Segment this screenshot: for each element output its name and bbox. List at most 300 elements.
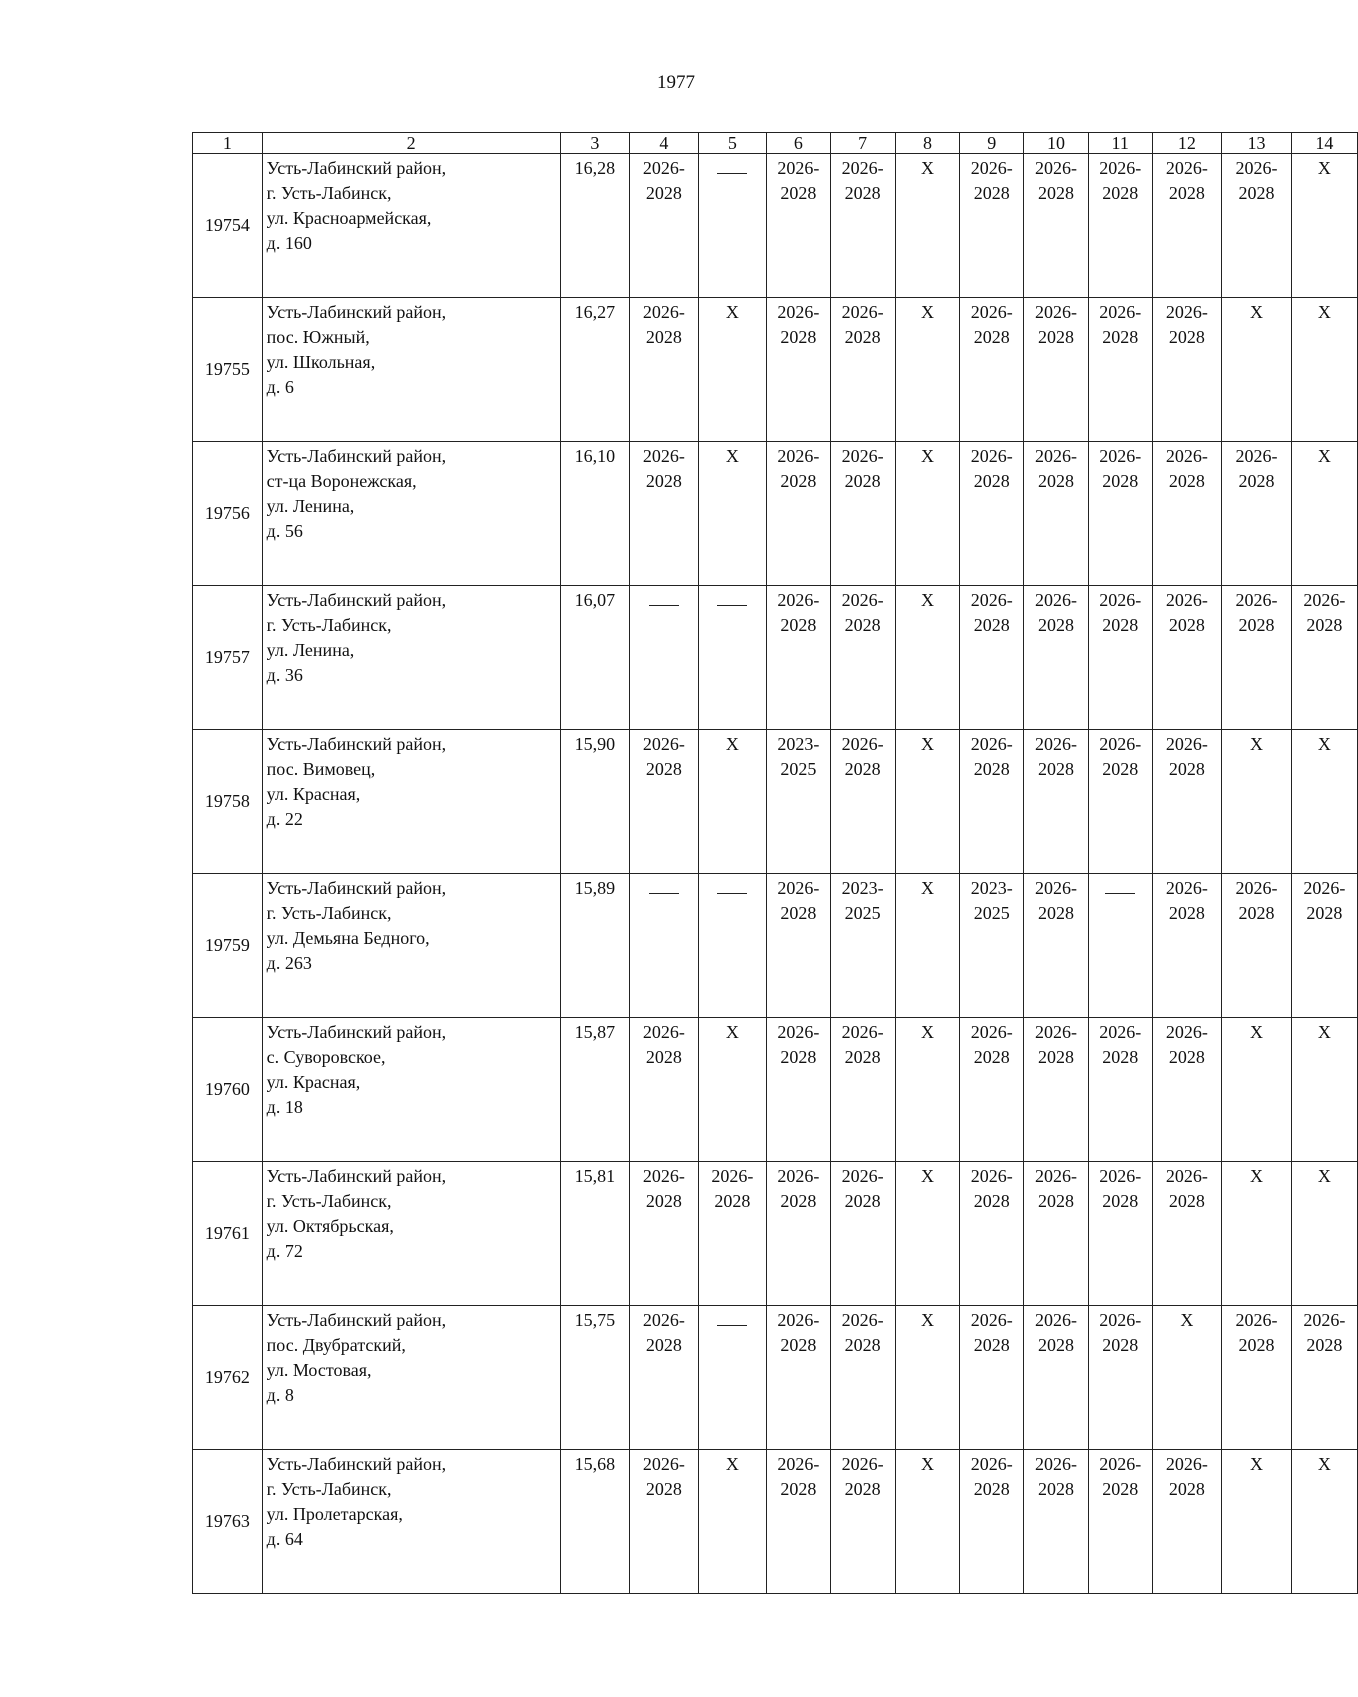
address-line: ул. Демьяна Бедного, xyxy=(266,928,430,948)
cell-text: 2026- xyxy=(841,446,884,466)
cell-text: 2026- xyxy=(841,590,884,610)
cell-text: 2026- xyxy=(1165,446,1208,466)
address-line: д. 22 xyxy=(266,809,303,829)
period-cell xyxy=(1152,154,1222,298)
cell-text: 2026- xyxy=(841,1022,884,1042)
period-cell xyxy=(830,154,895,298)
column-header: 5 xyxy=(698,133,766,154)
cell-text: 2026- xyxy=(1165,1166,1208,1186)
cell-text: 2026- xyxy=(970,158,1013,178)
cell-text: 2026- xyxy=(1034,446,1077,466)
row-number: 19754 xyxy=(193,154,263,298)
period-cell xyxy=(630,1306,698,1450)
cell-text: 2028 xyxy=(1168,759,1205,779)
period-cell xyxy=(1222,586,1292,730)
cell-text: 2028 xyxy=(1037,615,1074,635)
period-cell xyxy=(630,154,698,298)
cell-text: 2026- xyxy=(970,1166,1013,1186)
period-cell xyxy=(698,1450,766,1594)
period-cell xyxy=(1024,730,1089,874)
cell-text: 2026- xyxy=(841,1454,884,1474)
period-cell xyxy=(1088,442,1152,586)
period-cell xyxy=(1152,730,1222,874)
cell-text: X xyxy=(725,302,739,322)
cell-text: 2028 xyxy=(844,183,881,203)
period-cell xyxy=(698,1306,766,1450)
period-cell xyxy=(960,730,1024,874)
period-cell xyxy=(895,1306,960,1450)
period-cell xyxy=(630,586,698,730)
cell-text: 2026- xyxy=(1235,590,1278,610)
period-cell xyxy=(960,1450,1024,1594)
period-cell xyxy=(1024,154,1089,298)
address-line: Усть-Лабинский район, xyxy=(266,1166,447,1186)
period-cell xyxy=(767,298,831,442)
address-line: Усть-Лабинский район, xyxy=(266,734,447,754)
cell-text: 2028 xyxy=(1168,1479,1205,1499)
cell-text: 2026- xyxy=(841,1310,884,1330)
period-cell xyxy=(1088,154,1152,298)
period-cell xyxy=(960,1018,1024,1162)
period-cell xyxy=(830,586,895,730)
period-cell xyxy=(630,442,698,586)
period-cell xyxy=(1024,874,1089,1018)
period-cell xyxy=(830,1450,895,1594)
cell-text: 2028 xyxy=(973,615,1010,635)
column-header: 7 xyxy=(830,133,895,154)
period-cell xyxy=(960,298,1024,442)
registry-table xyxy=(192,132,1358,1594)
area-cell: 15,81 xyxy=(560,1162,630,1306)
cell-text: 2028 xyxy=(780,615,817,635)
cell-text: 2026- xyxy=(777,590,820,610)
period-cell xyxy=(1291,1018,1357,1162)
cell-text: 2023- xyxy=(970,878,1013,898)
period-cell xyxy=(698,1162,766,1306)
address-line: пос. Вимовец, xyxy=(266,759,376,779)
period-cell xyxy=(830,298,895,442)
cell-text: 2026- xyxy=(1099,1454,1142,1474)
cell-text: 2026- xyxy=(1099,1022,1142,1042)
cell-text: 2026- xyxy=(1034,302,1077,322)
cell-text: 2028 xyxy=(1168,1047,1205,1067)
row-number: 19757 xyxy=(193,586,263,730)
period-cell xyxy=(1222,1018,1292,1162)
cell-text: 2028 xyxy=(780,183,817,203)
cell-text: 2028 xyxy=(1102,1191,1139,1211)
column-header: 2 xyxy=(262,133,560,154)
cell-text: 2026- xyxy=(1034,158,1077,178)
address-line: ул. Школьная, xyxy=(266,352,376,372)
address-cell xyxy=(262,1306,560,1450)
period-cell xyxy=(1291,1306,1357,1450)
period-cell xyxy=(895,1450,960,1594)
cell-text: 2026- xyxy=(777,878,820,898)
cell-text: 2026- xyxy=(1235,878,1278,898)
period-cell xyxy=(1152,586,1222,730)
period-cell xyxy=(895,298,960,442)
period-cell xyxy=(1222,1306,1292,1450)
area-cell: 15,90 xyxy=(560,730,630,874)
address-line: пос. Южный, xyxy=(266,327,370,347)
cell-text: 2028 xyxy=(1037,327,1074,347)
cell-text: 2028 xyxy=(1102,615,1139,635)
cell-text: X xyxy=(920,1166,934,1186)
cell-text: 2028 xyxy=(1238,615,1275,635)
cell-text: 2028 xyxy=(1037,1335,1074,1355)
column-header: 3 xyxy=(560,133,630,154)
cell-text: 2028 xyxy=(1168,903,1205,923)
cell-text: 2028 xyxy=(1102,471,1139,491)
cell-text: 2026- xyxy=(642,734,685,754)
cell-text: X xyxy=(1317,1022,1331,1042)
cell-text: X xyxy=(725,1022,739,1042)
cell-text: 2026- xyxy=(777,446,820,466)
cell-text: 2026- xyxy=(777,1166,820,1186)
cell-text: 2026- xyxy=(1034,878,1077,898)
address-line: Усть-Лабинский район, xyxy=(266,1022,447,1042)
cell-text: 2028 xyxy=(780,1335,817,1355)
cell-text: 2026- xyxy=(970,1310,1013,1330)
cell-text: 2028 xyxy=(645,471,682,491)
cell-text: 2026- xyxy=(777,158,820,178)
cell-text: X xyxy=(725,734,739,754)
period-cell xyxy=(895,1162,960,1306)
cell-text: 2026- xyxy=(642,1310,685,1330)
period-cell xyxy=(1152,442,1222,586)
cell-text: X xyxy=(920,734,934,754)
period-cell xyxy=(1024,586,1089,730)
period-cell xyxy=(767,730,831,874)
cell-text: 2028 xyxy=(973,183,1010,203)
column-header: 8 xyxy=(895,133,960,154)
period-cell xyxy=(960,1162,1024,1306)
cell-text: 2025 xyxy=(844,903,881,923)
address-line: д. 18 xyxy=(266,1097,303,1117)
address-line: г. Усть-Лабинск, xyxy=(266,1479,392,1499)
cell-text: 2026- xyxy=(642,302,685,322)
period-cell xyxy=(1222,154,1292,298)
period-cell xyxy=(767,1450,831,1594)
dash-mark xyxy=(717,173,747,174)
dash-mark xyxy=(649,605,679,606)
cell-text: 2028 xyxy=(844,1047,881,1067)
cell-text: 2026- xyxy=(1303,878,1346,898)
table-row xyxy=(193,298,1358,442)
column-header: 12 xyxy=(1152,133,1222,154)
period-cell xyxy=(767,1306,831,1450)
cell-text: 2026- xyxy=(970,590,1013,610)
cell-text: 2028 xyxy=(844,759,881,779)
period-cell xyxy=(1152,1018,1222,1162)
period-cell xyxy=(630,730,698,874)
period-cell xyxy=(1152,1162,1222,1306)
row-number: 19760 xyxy=(193,1018,263,1162)
cell-text: 2026- xyxy=(1235,1310,1278,1330)
address-line: с. Суворовское, xyxy=(266,1047,386,1067)
period-cell xyxy=(767,874,831,1018)
cell-text: 2026- xyxy=(1034,734,1077,754)
address-line: ул. Красная, xyxy=(266,784,361,804)
cell-text: X xyxy=(725,1454,739,1474)
cell-text: 2026- xyxy=(1165,734,1208,754)
cell-text: 2026- xyxy=(642,1022,685,1042)
period-cell xyxy=(1291,298,1357,442)
cell-text: X xyxy=(1250,734,1263,754)
address-line: ул. Ленина, xyxy=(266,640,355,660)
row-number: 19755 xyxy=(193,298,263,442)
period-cell xyxy=(1024,1306,1089,1450)
cell-text: 2026- xyxy=(777,302,820,322)
cell-text: 2026- xyxy=(841,734,884,754)
cell-text: 2028 xyxy=(780,903,817,923)
period-cell xyxy=(1222,874,1292,1018)
cell-text: 2026- xyxy=(970,1454,1013,1474)
cell-text: X xyxy=(920,1310,934,1330)
cell-text: 2028 xyxy=(844,1191,881,1211)
table-row xyxy=(193,1306,1358,1450)
period-cell xyxy=(1291,1162,1357,1306)
dash-mark xyxy=(717,605,747,606)
table-row xyxy=(193,1162,1358,1306)
cell-text: 2026- xyxy=(841,1166,884,1186)
period-cell xyxy=(1222,1162,1292,1306)
area-cell: 15,68 xyxy=(560,1450,630,1594)
address-line: д. 160 xyxy=(266,233,312,253)
cell-text: 2028 xyxy=(645,1047,682,1067)
period-cell xyxy=(698,874,766,1018)
period-cell xyxy=(1291,874,1357,1018)
cell-text: 2026- xyxy=(970,446,1013,466)
address-line: Усть-Лабинский район, xyxy=(266,590,447,610)
address-line: ул. Пролетарская, xyxy=(266,1504,403,1524)
period-cell xyxy=(1152,1306,1222,1450)
cell-text: 2028 xyxy=(973,759,1010,779)
address-cell xyxy=(262,1162,560,1306)
table-body xyxy=(193,133,1358,1594)
cell-text: 2028 xyxy=(1238,1335,1275,1355)
cell-text: 2026- xyxy=(1034,590,1077,610)
cell-text: 2028 xyxy=(645,1335,682,1355)
address-cell xyxy=(262,1450,560,1594)
period-cell xyxy=(630,1162,698,1306)
page-number: 1977 xyxy=(657,72,695,93)
dash-mark xyxy=(1105,893,1135,894)
address-line: г. Усть-Лабинск, xyxy=(266,183,392,203)
cell-text: 2028 xyxy=(1102,1479,1139,1499)
address-line: д. 64 xyxy=(266,1529,303,1549)
cell-text: 2026- xyxy=(1165,1454,1208,1474)
period-cell xyxy=(767,1018,831,1162)
area-cell: 16,07 xyxy=(560,586,630,730)
address-line: ул. Ленина, xyxy=(266,496,355,516)
cell-text: 2026- xyxy=(1099,1310,1142,1330)
address-cell xyxy=(262,586,560,730)
cell-text: X xyxy=(1317,446,1331,466)
table-row xyxy=(193,154,1358,298)
period-cell xyxy=(1222,298,1292,442)
cell-text: X xyxy=(1317,1166,1331,1186)
address-line: д. 6 xyxy=(266,377,294,397)
period-cell xyxy=(1088,298,1152,442)
address-line: Усть-Лабинский район, xyxy=(266,1310,447,1330)
cell-text: X xyxy=(1180,1310,1194,1330)
address-line: д. 36 xyxy=(266,665,303,685)
cell-text: 2028 xyxy=(1168,183,1205,203)
period-cell xyxy=(698,298,766,442)
cell-text: 2026- xyxy=(1303,1310,1346,1330)
cell-text: X xyxy=(1250,1166,1263,1186)
cell-text: X xyxy=(920,158,934,178)
cell-text: 2028 xyxy=(973,1191,1010,1211)
period-cell xyxy=(630,1450,698,1594)
cell-text: 2026- xyxy=(642,1454,685,1474)
period-cell xyxy=(1291,730,1357,874)
cell-text: X xyxy=(1317,734,1331,754)
period-cell xyxy=(830,874,895,1018)
period-cell xyxy=(1222,442,1292,586)
cell-text: 2028 xyxy=(780,1191,817,1211)
cell-text: 2028 xyxy=(1037,1479,1074,1499)
cell-text: 2028 xyxy=(1037,183,1074,203)
cell-text: X xyxy=(920,1454,934,1474)
address-line: ул. Октябрьская, xyxy=(266,1216,394,1236)
period-cell xyxy=(960,442,1024,586)
cell-text: X xyxy=(920,446,934,466)
column-header: 1 xyxy=(193,133,263,154)
cell-text: 2026- xyxy=(970,302,1013,322)
address-line: Усть-Лабинский район, xyxy=(266,878,447,898)
cell-text: 2026- xyxy=(1235,446,1278,466)
address-line: д. 56 xyxy=(266,521,303,541)
period-cell xyxy=(1152,298,1222,442)
cell-text: 2028 xyxy=(1102,1335,1139,1355)
cell-text: 2026- xyxy=(1034,1022,1077,1042)
cell-text: X xyxy=(920,1022,934,1042)
cell-text: 2028 xyxy=(1102,759,1139,779)
period-cell xyxy=(767,1162,831,1306)
cell-text: 2026- xyxy=(1099,590,1142,610)
period-cell xyxy=(767,586,831,730)
cell-text: 2026- xyxy=(1099,158,1142,178)
address-cell xyxy=(262,1018,560,1162)
address-cell xyxy=(262,442,560,586)
address-line: г. Усть-Лабинск, xyxy=(266,615,392,635)
period-cell xyxy=(1024,1162,1089,1306)
cell-text: 2026- xyxy=(970,1022,1013,1042)
cell-text: 2028 xyxy=(645,759,682,779)
address-line: г. Усть-Лабинск, xyxy=(266,903,392,923)
cell-text: 2028 xyxy=(973,1047,1010,1067)
cell-text: 2028 xyxy=(714,1191,751,1211)
address-cell xyxy=(262,730,560,874)
address-line: д. 8 xyxy=(266,1385,294,1405)
cell-text: 2028 xyxy=(1037,1191,1074,1211)
cell-text: 2025 xyxy=(780,759,817,779)
period-cell xyxy=(1088,586,1152,730)
period-cell xyxy=(895,730,960,874)
period-cell xyxy=(698,1018,766,1162)
cell-text: X xyxy=(1250,1454,1263,1474)
row-number: 19759 xyxy=(193,874,263,1018)
cell-text: 2026- xyxy=(1099,446,1142,466)
cell-text: 2028 xyxy=(844,1335,881,1355)
period-cell xyxy=(1088,1306,1152,1450)
cell-text: 2026- xyxy=(1165,1022,1208,1042)
cell-text: 2028 xyxy=(1238,903,1275,923)
cell-text: 2026- xyxy=(711,1166,754,1186)
cell-text: 2026- xyxy=(1099,734,1142,754)
address-line: д. 72 xyxy=(266,1241,303,1261)
cell-text: 2028 xyxy=(1168,1191,1205,1211)
cell-text: 2028 xyxy=(1037,1047,1074,1067)
table-row xyxy=(193,730,1358,874)
area-cell: 16,27 xyxy=(560,298,630,442)
period-cell xyxy=(830,442,895,586)
address-line: ул. Красная, xyxy=(266,1072,361,1092)
period-cell xyxy=(895,586,960,730)
period-cell xyxy=(895,154,960,298)
period-cell xyxy=(1291,442,1357,586)
period-cell xyxy=(1152,1450,1222,1594)
cell-text: 2028 xyxy=(780,1047,817,1067)
cell-text: 2028 xyxy=(1168,471,1205,491)
period-cell xyxy=(1024,298,1089,442)
cell-text: X xyxy=(1317,1454,1331,1474)
cell-text: 2028 xyxy=(1168,327,1205,347)
address-line: Усть-Лабинский район, xyxy=(266,158,447,178)
cell-text: 2028 xyxy=(645,183,682,203)
period-cell xyxy=(698,154,766,298)
dash-mark xyxy=(649,893,679,894)
cell-text: 2028 xyxy=(1306,903,1343,923)
dash-mark xyxy=(717,893,747,894)
cell-text: 2026- xyxy=(1165,158,1208,178)
row-number: 19762 xyxy=(193,1306,263,1450)
table-row xyxy=(193,874,1358,1018)
address-line: г. Усть-Лабинск, xyxy=(266,1191,392,1211)
address-line: Усть-Лабинский район, xyxy=(266,1454,447,1474)
cell-text: 2026- xyxy=(1303,590,1346,610)
column-header: 10 xyxy=(1024,133,1089,154)
cell-text: 2028 xyxy=(844,327,881,347)
address-line: ул. Красноармейская, xyxy=(266,208,432,228)
dash-mark xyxy=(717,1325,747,1326)
period-cell xyxy=(767,154,831,298)
cell-text: 2026- xyxy=(1034,1166,1077,1186)
cell-text: 2026- xyxy=(1034,1454,1077,1474)
cell-text: 2028 xyxy=(844,1479,881,1499)
table-row xyxy=(193,1018,1358,1162)
cell-text: 2026- xyxy=(777,1454,820,1474)
cell-text: 2028 xyxy=(973,471,1010,491)
cell-text: 2028 xyxy=(645,1479,682,1499)
cell-text: 2026- xyxy=(1099,302,1142,322)
period-cell xyxy=(630,298,698,442)
cell-text: 2026- xyxy=(777,1022,820,1042)
cell-text: 2026- xyxy=(642,158,685,178)
period-cell xyxy=(1024,442,1089,586)
period-cell xyxy=(698,442,766,586)
period-cell xyxy=(895,874,960,1018)
cell-text: X xyxy=(920,302,934,322)
cell-text: 2026- xyxy=(642,446,685,466)
column-header: 11 xyxy=(1088,133,1152,154)
period-cell xyxy=(895,1018,960,1162)
cell-text: 2028 xyxy=(780,471,817,491)
cell-text: 2028 xyxy=(844,615,881,635)
address-cell xyxy=(262,154,560,298)
